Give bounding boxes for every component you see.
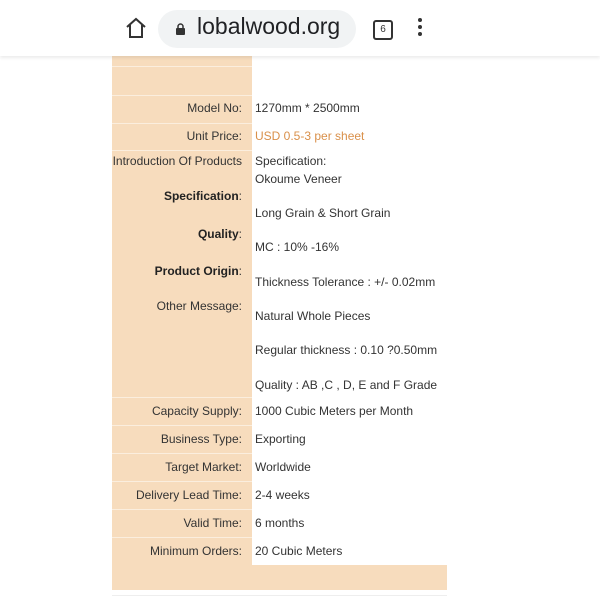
intro-line: Long Grain & Short Grain: [255, 206, 391, 220]
unit-price-value: USD 0.5-3 per sheet: [255, 129, 365, 143]
row-value: 2-4 weeks: [255, 488, 310, 502]
colon: :: [238, 264, 242, 278]
colon: :: [238, 189, 242, 203]
sub-label: Product Origin: [154, 264, 239, 278]
home-icon[interactable]: [124, 16, 148, 40]
tab-switcher-button[interactable]: 6: [373, 20, 393, 40]
row-value: Worldwide: [255, 460, 311, 474]
row-value: 1270mm * 2500mm: [255, 101, 360, 115]
row-label: Model No:: [187, 101, 242, 115]
row-value: 6 months: [255, 516, 305, 530]
row-label: Delivery Lead Time:: [135, 488, 242, 502]
intro-line: MC : 10% -16%: [255, 240, 340, 254]
row-label: Business Type:: [160, 432, 242, 446]
intro-line: Specification:: [255, 154, 327, 168]
intro-line: Okoume Veneer: [255, 172, 342, 186]
table-row: [112, 425, 447, 453]
colon: :: [238, 227, 242, 241]
sub-label: Specification: [163, 189, 239, 203]
row-value: 20 Cubic Meters: [255, 544, 343, 558]
row-label: Unit Price:: [186, 129, 242, 143]
url-text[interactable]: lobalwood.org: [197, 13, 341, 39]
row-label: Capacity Supply:: [151, 404, 242, 418]
table-row-introduction: [112, 150, 447, 397]
row-label: Introduction Of Products: [112, 154, 242, 168]
intro-line: Quality : AB ,C , D, E and F Grade: [255, 378, 438, 392]
table-row: [112, 509, 447, 537]
more-menu-icon[interactable]: [418, 18, 422, 39]
row-value: Exporting: [255, 432, 306, 446]
table-footer: [112, 565, 447, 590]
intro-line: Thickness Tolerance : +/- 0.02mm: [255, 275, 436, 289]
label-cell: [112, 66, 252, 95]
table-row: [112, 453, 447, 481]
table-row: [112, 123, 447, 150]
intro-line: Regular thickness : 0.10 ?0.50mm: [255, 343, 438, 357]
divider: [112, 595, 447, 596]
row-label: Target Market:: [165, 460, 242, 474]
table-row: [112, 397, 447, 425]
table-row: [112, 481, 447, 509]
table-row: [112, 95, 447, 123]
sub-label: Other Message:: [156, 299, 242, 313]
browser-toolbar: [0, 0, 600, 56]
lock-icon: [175, 23, 186, 35]
row-value: 1000 Cubic Meters per Month: [255, 404, 414, 418]
sub-label: Quality: [197, 227, 239, 241]
row-label: Valid Time:: [183, 516, 242, 530]
intro-line: Natural Whole Pieces: [255, 309, 371, 323]
row-label: Minimum Orders:: [149, 544, 242, 558]
product-details-table: [112, 40, 447, 590]
table-row: [112, 537, 447, 565]
